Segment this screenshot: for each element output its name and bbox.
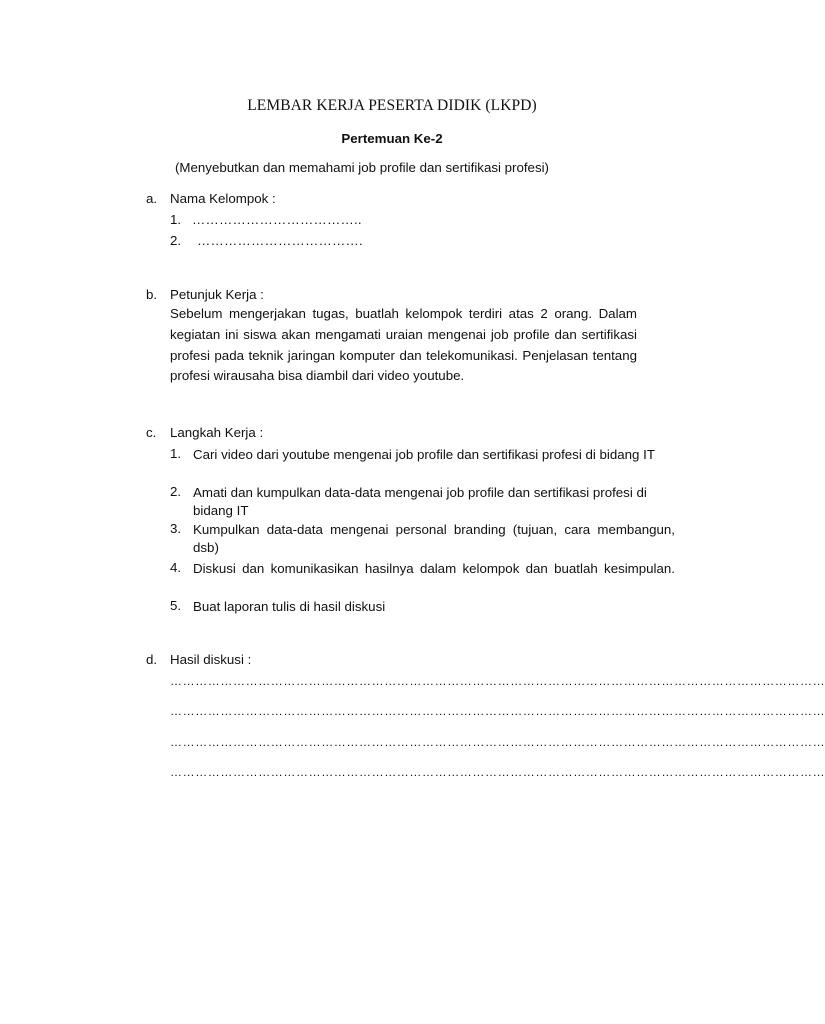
step-4-number: 4. bbox=[170, 560, 182, 575]
page-title: LEMBAR KERJA PESERTA DIDIK (LKPD) bbox=[247, 97, 537, 114]
section-d-heading: Hasil diskusi : bbox=[170, 652, 252, 667]
result-line-2: ………………………………………………………………………………………………………………………………………… bbox=[170, 704, 825, 718]
step-4-text: Diskusi dan komunikasikan hasilnya dalam kelompok dan buatlah kesimpulan. bbox=[193, 561, 675, 576]
step-2-number: 2. bbox=[170, 484, 182, 499]
step-3-number: 3. bbox=[170, 521, 182, 536]
group-member-1-blank: ……………………………….. bbox=[192, 212, 362, 227]
result-line-1: ………………………………………………………………………………………………………………………………………… bbox=[170, 674, 825, 688]
section-c-letter: c. bbox=[146, 425, 157, 440]
step-2-text: Amati dan kumpulkan data-data mengenai job profile dan sertifikasi profesi di bidang IT bbox=[193, 485, 647, 518]
meeting-subtitle: Pertemuan Ke-2 bbox=[341, 131, 443, 146]
group-member-1-number: 1. bbox=[170, 212, 182, 227]
section-c-heading: Langkah Kerja : bbox=[170, 425, 264, 440]
instructions-paragraph: Sebelum mengerjakan tugas, buatlah kelompok terdiri atas 2 orang. Dalam kegiatan ini siswa akan mengamati uraian mengenai job profile dan sertifikasi profesi pada teknik jaringan komputer dan telekomunikasi. Penjelasan tentang profesi wirausaha bisa diambil dari video youtube. bbox=[170, 306, 637, 384]
section-b-heading: Petunjuk Kerja : bbox=[170, 287, 264, 302]
step-1-text: Cari video dari youtube mengenai job profile dan sertifikasi profesi di bidang IT bbox=[193, 447, 655, 462]
result-line-4: ………………………………………………………………………………………………………………………………………… bbox=[170, 765, 825, 779]
group-member-2-number: 2. bbox=[170, 233, 182, 248]
result-line-3: ………………………………………………………………………………………………………………………………………… bbox=[170, 735, 825, 749]
section-b-letter: b. bbox=[146, 287, 158, 302]
section-d-letter: d. bbox=[146, 652, 158, 667]
group-member-2-blank: ………………………………. bbox=[197, 233, 363, 248]
section-a-heading: Nama Kelompok : bbox=[170, 191, 276, 206]
step-5-text: Buat laporan tulis di hasil diskusi bbox=[193, 599, 386, 614]
section-a-letter: a. bbox=[146, 191, 158, 206]
step-3-text: Kumpulkan data-data mengenai personal branding (tujuan, cara membangun, dsb) bbox=[193, 522, 675, 555]
learning-goal: (Menyebutkan dan memahami job profile dan sertifikasi profesi) bbox=[175, 160, 549, 175]
step-1-number: 1. bbox=[170, 446, 182, 461]
step-5-number: 5. bbox=[170, 598, 182, 613]
